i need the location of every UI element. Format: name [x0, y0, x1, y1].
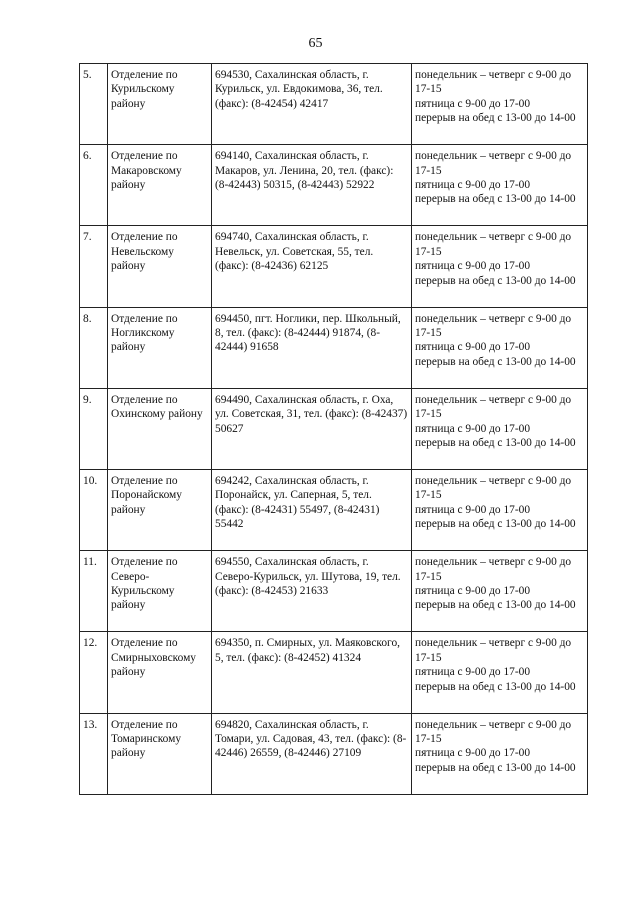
table-row: [80, 226, 588, 307]
hours-lunch-break: перерыв на обед с 13-00 до 14-00: [415, 274, 576, 287]
hours-weekdays: понедельник – четверг с 9-00 до 17-15: [415, 312, 572, 339]
table-row: [80, 64, 588, 145]
table-row: [80, 551, 588, 632]
row-number: 9.: [80, 388, 108, 469]
table-row: [80, 307, 588, 388]
hours-weekdays: понедельник – четверг с 9-00 до 17-15: [415, 393, 572, 421]
hours-friday: пятница с 9-00 до 17-00: [415, 666, 531, 679]
hours-friday: пятница с 9-00 до 17-00: [415, 260, 531, 273]
hours-lunch-break: перерыв на обед с 13-00 до 14-00: [415, 680, 576, 693]
office-name: Отделение по Северо-Курильскому району: [108, 551, 212, 632]
row-number: 11.: [80, 551, 108, 632]
table-row: [80, 469, 588, 550]
hours-lunch-break: перерыв на обед с 13-00 до 14-00: [415, 193, 576, 206]
hours-lunch-break: перерыв на обед с 13-00 до 14-00: [415, 355, 576, 368]
office-hours: [412, 713, 588, 794]
office-hours: [412, 307, 588, 388]
office-name: Отделение по Макаровскому району: [108, 145, 212, 226]
office-address: 694490, Сахалинская область, г. Оха, ул. Советская, 31, тел. (факс): (8-42437) 50627: [212, 388, 412, 469]
office-hours: [412, 551, 588, 632]
office-address: 694550, Сахалинская область, г. Северо-Курильск, ул. Шутова, 19, тел. (факс): (8-42453) 21633: [212, 551, 412, 632]
hours-friday: пятница с 9-00 до 17-00: [415, 97, 531, 110]
hours-friday: пятница с 9-00 до 17-00: [415, 341, 531, 354]
hours-lunch-break: перерыв на обед с 13-00 до 14-00: [415, 436, 576, 449]
table-row: [80, 713, 588, 794]
hours-weekdays: понедельник – четверг с 9-00 до 17-15: [415, 231, 572, 258]
hours-friday: пятница с 9-00 до 17-00: [415, 747, 531, 760]
office-address: 694242, Сахалинская область, г. Поронайск, ул. Саперная, 5, тел. (факс): (8-42431) 55497, (8-42431) 55442: [212, 469, 412, 550]
office-hours: [412, 632, 588, 713]
office-name: Отделение по Ногликскому району: [108, 307, 212, 388]
hours-friday: пятница с 9-00 до 17-00: [415, 422, 531, 435]
hours-weekdays: понедельник – четверг с 9-00 до 17-15: [415, 150, 572, 177]
row-number: 12.: [80, 632, 108, 713]
table-row: [80, 388, 588, 469]
hours-friday: пятница с 9-00 до 17-00: [415, 503, 531, 516]
row-number: 10.: [80, 469, 108, 550]
table-row: [80, 145, 588, 226]
office-hours: [412, 64, 588, 145]
row-number: 6.: [80, 145, 108, 226]
row-number: 13.: [80, 713, 108, 794]
office-hours: [412, 388, 588, 469]
row-number: 8.: [80, 307, 108, 388]
row-number: 5.: [80, 64, 108, 145]
office-name: Отделение по Смирныховскому району: [108, 632, 212, 713]
office-hours: [412, 226, 588, 307]
offices-table-body: [80, 64, 588, 795]
table-row: [80, 632, 588, 713]
hours-lunch-break: перерыв на обед с 13-00 до 14-00: [415, 599, 576, 612]
offices-table: [79, 63, 588, 795]
office-address: 694450, пгт. Ноглики, пер. Школьный, 8, тел. (факс): (8-42444) 91874, (8-42444) 91658: [212, 307, 412, 388]
office-address: 694350, п. Смирных, ул. Маяковского, 5, тел. (факс): (8-42452) 41324: [212, 632, 412, 713]
office-address: 694530, Сахалинская область, г. Курильск, ул. Евдокимова, 36, тел. (факс): (8-42454) 42417: [212, 64, 412, 145]
hours-weekdays: понедельник – четверг с 9-00 до 17-15: [415, 474, 572, 502]
office-name: Отделение по Поронайскому району: [108, 469, 212, 550]
hours-weekdays: понедельник – четверг с 9-00 до 17-15: [415, 637, 572, 664]
office-name: Отделение по Томаринскому району: [108, 713, 212, 794]
page-number: 65: [308, 36, 323, 51]
office-hours: [412, 145, 588, 226]
hours-lunch-break: перерыв на обед с 13-00 до 14-00: [415, 518, 576, 531]
office-name: Отделение по Курильскому району: [108, 64, 212, 145]
office-address: 694820, Сахалинская область, г. Томари, ул. Садовая, 43, тел. (факс): (8-42446) 26559, (8-42446) 27109: [212, 713, 412, 794]
office-address: 694740, Сахалинская область, г. Невельск, ул. Советская, 55, тел. (факс): (8-42436) 62125: [212, 226, 412, 307]
hours-weekdays: понедельник – четверг с 9-00 до 17-15: [415, 718, 572, 745]
hours-lunch-break: перерыв на обед с 13-00 до 14-00: [415, 761, 576, 774]
office-hours: [412, 469, 588, 550]
hours-lunch-break: перерыв на обед с 13-00 до 14-00: [415, 112, 576, 125]
hours-weekdays: понедельник – четверг с 9-00 до 17-15: [415, 556, 572, 583]
office-address: 694140, Сахалинская область, г. Макаров, ул. Ленина, 20, тел. (факс): (8-42443) 50315, (8-42443) 52922: [212, 145, 412, 226]
office-name: Отделение по Невельскому району: [108, 226, 212, 307]
hours-friday: пятница с 9-00 до 17-00: [415, 584, 531, 597]
hours-friday: пятница с 9-00 до 17-00: [415, 179, 531, 191]
office-name: Отделение по Охинскому району: [108, 388, 212, 469]
hours-weekdays: понедельник – четверг с 9-00 до 17-15: [415, 69, 572, 96]
row-number: 7.: [80, 226, 108, 307]
